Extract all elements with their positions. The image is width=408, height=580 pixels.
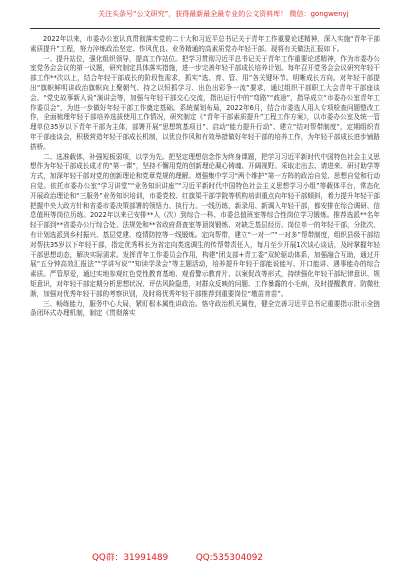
header-divider — [30, 28, 380, 29]
paragraph-section-2: 二、选准载体，补强短板弱项，以学为先。把坚定理想信念作为终身课题，把学习习近平新时代中国特色社会主义思想作为年轻干部成长成才的“第一课”，坚持不懈用党的创新理论凝心铸魂、开阔视野。采取走出去、请进来、研讨助学等方式，加深年轻干部对党的创新理论和党章党规的理解。增强集中学习“两个维护”第一方阵的政治自觉、思想自觉和行动自觉。依托市委办公室“学习讲堂”“业务知识讲座”“习近平新时代中国特色社会主义思想学习小组”等载体平台，常态化开展政治理论和“三服务”业务知识培训，市委党校、红旗渠干部学院等机构培训重点向年轻干部倾斜，着力提升年轻干部把握中央大政方针和省委市委决策部署的领悟力、执行力。一线历练，新录用、新调入年轻干部，都安排在综合调研、信息值班等岗位历练。2022年以来已安排**人（次）到综合一科、市委总值班室等综合性岗位学习锻炼。推荐选派**名年轻干部到**省委办公厅综合处、法规处和**省政府督查室等顶岗锻炼、对缺乏基层经历、岗位单一的年轻干部，分批次、有计划选派到乡村振兴、基层党建、疫情防控等一线锻炼。定向帮带，建立“一对一”“一对多”帮带制度，组织县级干部结对帮扶35岁以下年轻干部，指定优秀科长为省定向类选调生的传帮带责任人，每月至少开展1次谈心谈话，及时掌握年轻干部思想动态，解决实际需求。发挥青年工作委员会作用，构建“团支部+青工委”双轮驱动体系，加强融合互助，通过开展“五分钟高效汇报法”“学讲写说”“知读学录会”等主题活动，培养提升年轻干部能说能写、开口能讲、遇事能办的综合素质。严管厚爱，通过实地参观红色党性教育基地、观看警示教育片、以案促改等形式，持续强化年轻干部纪律意识、规矩意识，对年轻干部定期分析思想状况、评估风险隐患，对群众反映的问题、工作暴露的小毛病，及时提醒教育、防微杜渐，加强对优秀年轻干部的考察识别，及时将优秀年轻干部推荐到重要岗位“墩苗育苗”。 — [30, 152, 380, 298]
footer-qq-group: QQ群：31991489 — [92, 553, 169, 563]
header-banner: 关注头条号“公文研究”，获得最新最全最专业的公文资料库！ 微信：gongwenyj — [98, 10, 349, 18]
document-body — [30, 35, 380, 545]
paragraph-section-3: 三、畅练能力，服务中心大局，紧盯根本属性讲政治。恪守政治机关属性，健全完善习近平总书记重要指示批示全链条闭环式办理机制，制定《贯彻落实 — [30, 299, 380, 318]
footer-contact — [92, 551, 322, 565]
footer-qq: QQ:535304092 — [195, 553, 263, 563]
paragraph-intro: 2022年以来，市委办公室认真贯彻落实党的二十大和习近平总书记关于青年工作重要论述精神，深入实施“青年干部素质提升”工程，努力淬炼政治坚定、作风优良、业务精通的高素质党办年轻干部。现将有关做法汇报如下。 — [30, 35, 380, 53]
paragraph-section-1: 一、提升站位，强化组织领导，提高工作站位。把学习贯彻习近平总书记关于青年工作重要论述精神，作为市委办公室党务会会议的第一议题，研究制定具体落实措施，进一步完善年轻干部成长培养计划。每年召开党务会会议研究年轻干部工作**次以上，结合年轻干部成长的阶段性需求，抓实“选、育、管、用”各关键环节。明晰成长方向。对年轻干部提出“旗帜鲜明讲政治旗帜向上聚朝气、持之以恒抓学习、出色出彩争一流”要求，通过组织干部职工大会青年干部座谈会、“党史故事新人说”演讲会等，加强与年轻干部交心交流，指出运行中的“弯路”“歧途”，指导成立“市委办公室青年工作委员会”，为进一步做好年轻干部工作奠定基础。系统谋划布局，2022年6月，结合市委选人用人专项检查问题整改工作，全面梳理年轻干部培养选拔使用工作情况，研究制定《“青年干部素质提升”工程工作方案》，以市委办公室及统一管理单位35岁以下青年干部为主体，部署开展“思想筑基项目”、启动“能力提升行动”、建立“结对帮带制度”，定期组织青年干部座谈会，积极营造年轻干部成长机制，以优良作风和有效举措做好年轻干部的培养工作，为年轻干部成长进步铺路搭桥。 — [30, 54, 380, 151]
